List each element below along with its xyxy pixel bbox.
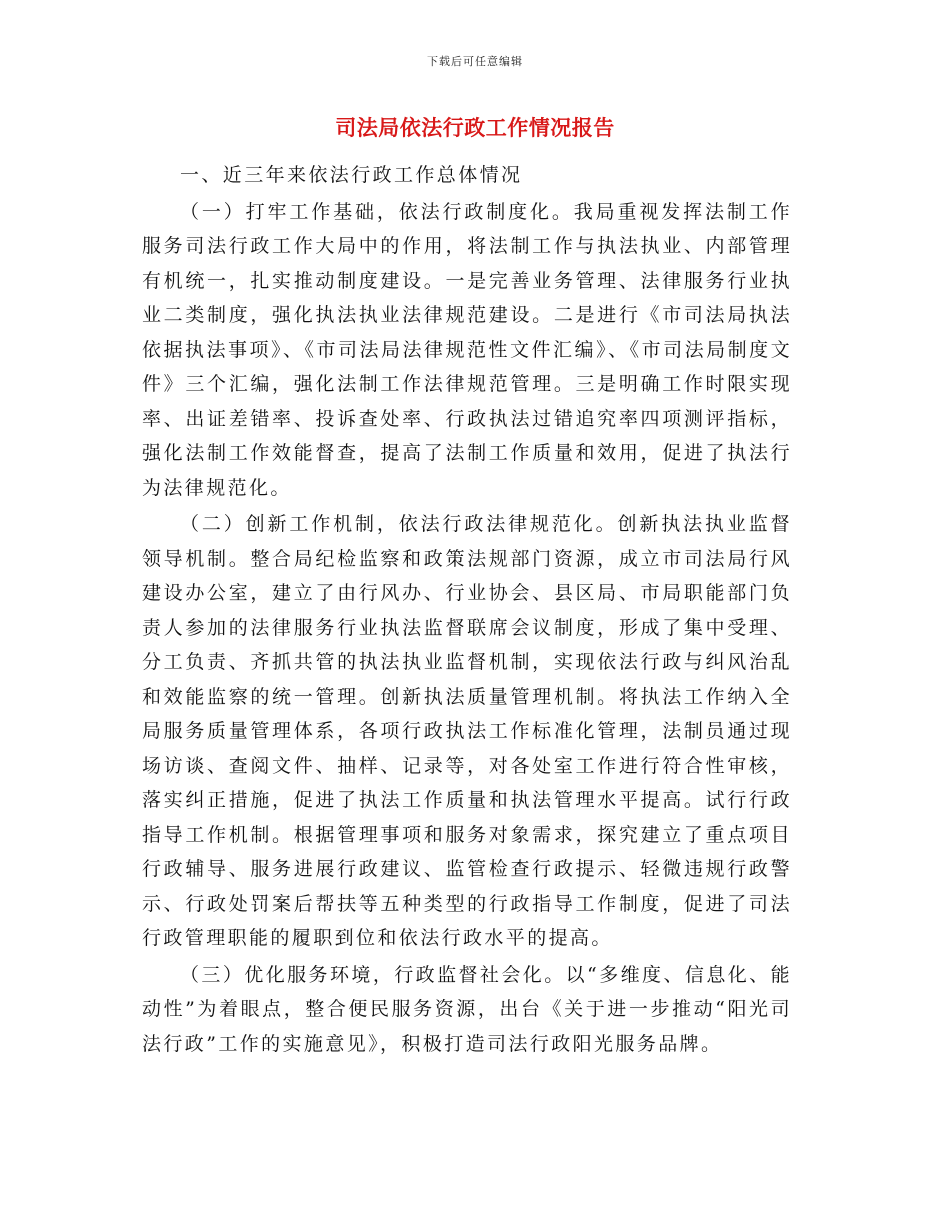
document-body: [142, 158, 792, 1063]
section-heading: 一、近三年来依法行政工作总体情况: [180, 164, 523, 186]
document-title: 司法局依法行政工作情况报告: [335, 115, 615, 140]
paragraph-2: （二）创新工作机制，依法行政法律规范化。创新执法执业监督领导机制。整合局纪检监察和政策法规部门资源，成立市司法局行风建设办公室，建立了由行风办、行业协会、县区局、市局职能部门负责人参加的法律服务行业执法监督联席会议制度，形成了集中受理、分工负责、齐抓共管的执法执业监督机制，实现依法行政与纠风治乱和效能监察的统一管理。创新执法质量管理机制。将执法工作纳入全局服务质量管理体系，各项行政执法工作标准化管理，法制员通过现场访谈、查阅文件、抽样、记录等，对各处室工作进行符合性审核，落实纠正措施，促进了执法工作质量和执法管理水平提高。试行行政指导工作机制。根据管理事项和服务对象需求，探究建立了重点项目行政辅导、服务进展行政建议、监管检查行政提示、轻微违规行政警示、行政处罚案后帮扶等五种类型的行政指导工作制度，促进了司法行政管理职能的履职到位和依法行政水平的提高。: [142, 513, 792, 949]
page-header: 下载后可任意编辑: [427, 55, 523, 68]
paragraph-3: （三）优化服务环境，行政监督社会化。以“多维度、信息化、能动性”为着眼点，整合便民服务资源，出台《关于进一步推动“阳光司法行政”工作的实施意见》，积极打造司法行政阳光服务品牌。: [142, 963, 792, 1055]
paragraph-1: （一）打牢工作基础，依法行政制度化。我局重视发挥法制工作服务司法行政工作大局中的作用，将法制工作与执法执业、内部管理有机统一，扎实推动制度建设。一是完善业务管理、法律服务行业执业二类制度，强化执法执业法律规范建设。二是进行《市司法局执法依据执法事项》、《市司法局法律规范性文件汇编》、《市司法局制度文件》三个汇编，强化法制工作法律规范管理。三是明确工作时限实现率、出证差错率、投诉查处率、行政执法过错追究率四项测评指标，强化法制工作效能督查，提高了法制工作质量和效用，促进了执法行为法律规范化。: [142, 200, 792, 499]
